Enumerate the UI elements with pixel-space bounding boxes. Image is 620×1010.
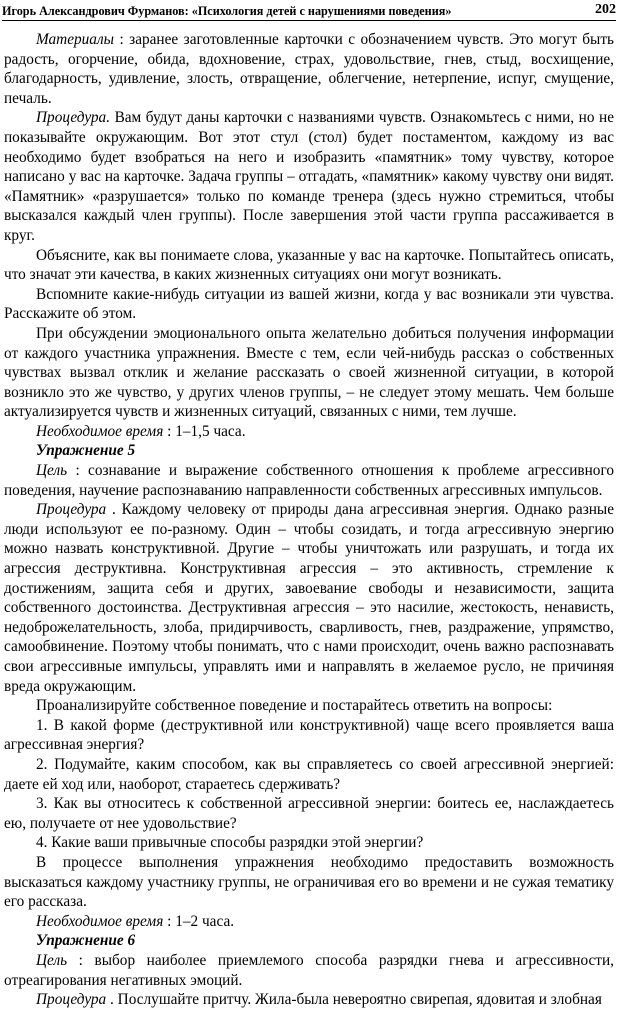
paragraph-text: : 1–1,5 часа. [163, 422, 246, 440]
paragraph-text: Проанализируйте собственное поведение и постарайтесь ответить на вопросы: [36, 697, 553, 715]
paragraph-label: Процедура. [36, 109, 111, 127]
paragraph-text: 2. Подумайте, каким способом, как вы справляетесь со своей агрессивной энергией: даете ей ход или, наоборот, стараетесь сдерживать? [4, 755, 614, 793]
paragraph [4, 500, 614, 696]
paragraph-text: 3. Как вы относитесь к собственной агрессивной энергии: боитесь ее, наслаждаетесь ею, получаете от нее удовольствие? [4, 795, 614, 832]
paragraph-text: Вам будут даны карточки с названиями чувств. Ознакомьтесь с ними, но не показывайте окружающим. Вот этот стул (стол) будет постаментом, каждому из вас необходимо будет взобраться на него и изобразить «памятник» тому чувству, которое написано у вас на карточке. Задача группы – отгадать, «памятник» какому чувству они видят. «Памятник» «разрушается» только по команде тренера (здесь нужно стремиться, чтобы высказался каждый член группы). После завершения этой части группа рассаживается в круг. [4, 109, 614, 244]
paragraph-text: : заранее заготовленные карточки с обозначением чувств. Это могут быть радость, огорчение, обида, вдохновение, страх, удовольствие, гнев, стыд, восхищение, благодарность, удивление, злость, отвращение, облегчение, нетерпение, испуг, смущение, печаль. [4, 31, 614, 107]
paragraph-text: В процессе выполнения упражнения необходимо предоставить возможность высказаться каждому участнику группы, не ограничивая его во времени и не сужая тематику его рассказа. [4, 853, 614, 911]
paragraph [4, 696, 614, 716]
paragraph [4, 755, 614, 794]
paragraph [4, 794, 614, 833]
paragraph [4, 990, 614, 1010]
paragraph-label: Цель [36, 951, 68, 969]
paragraph-text: . Каждому человеку от природы дана агрессивная энергия. Однако разные люди используют ее по-разному. Один – чтобы созидать, и тогда агрессивную энергию можно назвать конструктивной. Другие – чтобы уничтожать или разрушать, и тогда их агрессия деструктивна. Конструктивная агрессия – это активность, стремление к достижениям, защита себя и других, завоевание свободы и независимости, защита собственного достоинства. Деструктивная агрессия – это насилие, жестокость, ненависть, недоброжелательность, злоба, придирчивость, сварливость, гнев, раздражение, упрямство, самообвинение. Поэтому чтобы понимать, что с нами происходит, очень важно распознавать свои агрессивные импульсы, управлять ими и направлять в желаемое русло, не причиняя вреда окружающим. [4, 501, 614, 695]
page-body [4, 30, 614, 1010]
paragraph-label: Материалы [36, 31, 114, 48]
paragraph-text: : выбор наиболее приемлемого способа разрядки гнева и агрессивности, отреагирования негативных эмоций. [4, 951, 614, 989]
paragraph-text: 4. Какие ваши привычные способы разрядки этой энергии? [36, 834, 424, 852]
paragraph [4, 108, 614, 245]
paragraph-text: : сознавание и выражение собственного отношения к проблеме агрессивного поведения, научение распознаванию направленности собственных агрессивных импульсов. [4, 462, 614, 499]
paragraph [4, 853, 614, 912]
paragraph-label: Процедура [36, 501, 107, 519]
section-heading: Упражнение 5 [36, 442, 136, 460]
paragraph [4, 912, 614, 932]
running-header [2, 0, 616, 21]
paragraph-label: Процедура [36, 991, 107, 1009]
paragraph-text: . Послушайте притчу. Жила-была невероятно свирепая, ядовитая и злобная [106, 991, 602, 1009]
paragraph-label: Необходимое время [36, 912, 164, 930]
paragraph-text: : 1–2 часа. [163, 912, 235, 930]
paragraph [4, 324, 614, 422]
paragraph [4, 285, 614, 324]
paragraph [4, 422, 614, 442]
page-number: 202 [595, 2, 616, 17]
paragraph [4, 30, 614, 108]
paragraph [4, 461, 614, 500]
paragraph [4, 716, 614, 755]
paragraph-text: Объясните, как вы понимаете слова, указанные у вас на карточке. Попытайтесь описать, что значат эти качества, в каких жизненных ситуациях они могут возникать. [4, 246, 614, 284]
section-heading: Упражнение 6 [36, 932, 136, 950]
paragraph-label: Необходимое время [36, 422, 164, 440]
paragraph-label: Цель [36, 462, 68, 480]
paragraph [4, 246, 614, 285]
paragraph-text: 1. В какой форме (деструктивной или конструктивной) чаще всего проявляется ваша агрессивная энергия? [4, 716, 614, 754]
paragraph-text: Вспомните какие-нибудь ситуации из вашей жизни, когда у вас возникали эти чувства. Расскажите об этом. [4, 285, 614, 323]
header-title: Игорь Александрович Фурманов: «Психология детей с нарушениями поведения» [2, 4, 452, 18]
paragraph-text: При обсуждении эмоционального опыта желательно добиться получения информации от каждого участника упражнения. Вместе с тем, если чей-нибудь рассказ о собственных чувствах вызвал отклик и желание рассказать о своей жизненной ситуации, в которой возникло это же чувство, у других членов группы, – не следует этому мешать. Чем больше актуализируется чувств и жизненных ситуаций, связанных с ними, тем лучше. [4, 324, 614, 421]
paragraph [4, 833, 614, 853]
